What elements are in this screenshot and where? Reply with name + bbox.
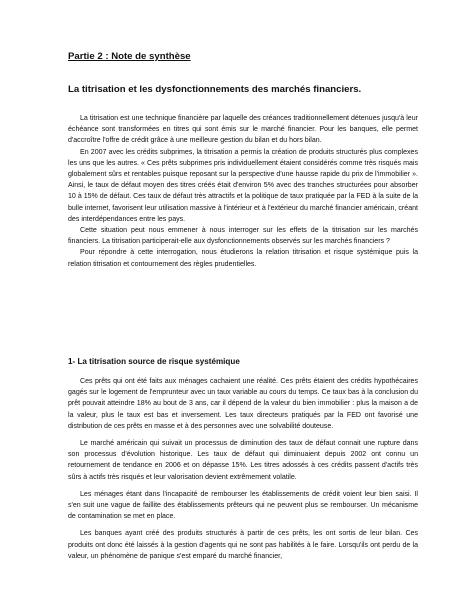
paragraph: La titrisation est une technique financière par laquelle des créances traditionnellement détenues jusqu'à leur échéance sont transformées en titres qui sont émis sur le marché financier. Pour les banques, elle permet d'accroître l'offre de crédit grâce à une meilleure gestion du bilan et du hors bilan. [68,115,418,145]
paragraph: Les ménages étant dans l'incapacité de rembourser les établissements de crédit voient leur bien saisi. Il s'en suit une vague de faillite des établissements prêteurs qui ne peuvent plus se rembourser. Un mécanisme de contamination se met en place. [68,490,418,521]
paragraph: Pour répondre à cette interrogation, nous étudierons la relation titrisation et risque systémique puis la relation titrisation et contournement des règles prudentielles. [68,249,418,268]
intro-section [68,113,418,270]
paragraph: Ces prêts qui ont été faits aux ménages cachaient une réalité. Ces prêts étaient des crédits hypothécaires gagés sur le logement de l'emprunteur avec un taux variable au cours du temps. Ce taux bas à la conclusion du prêt pouvait atteindre 18% au bout de 3 ans, car il dépend de la valeur du bien immobilier : plus la maison a de la valeur, plus le taux est bas et inversement. Les taux directeurs pratiqués par la FED ont favorisé une distribution de ces prêts en masse et à des personnes avec une solvabilité douteuse. [68,378,418,430]
paragraph: En 2007 avec les crédits subprimes, la titrisation a permis la création de produits structurés plus complexes les uns que les autres. « Ces prêts subprimes pris individuellement étaient considérés comme très risqués mais globalement sûrs et rentables puisque reposant sur la perspective d'une hausse rapide du prix de l'immobilier ». Ainsi, le taux de défaut moyen des titres créés était d'environ 5% avec des tranches structurées pour absorber 10 à 15% de défaut. Ces taux de défaut très attractifs et la politique de taux pratiquée par la FED à la suite de la bulle internet, favorisent leur utilisation massive à l'intérieur et à l'extérieur du marché financier américain, créant des interdépendances entre les pays. [68,148,418,223]
paragraph: Le marché américain qui suivait un processus de diminution des taux de défaut connait une rupture dans son processus d'évolution historique. Les taux de défaut qui diminuaient depuis 2002 ont connu un retournement de tendance en 2006 et on dépasse 15%. Les titres adossés à ces crédits passent d'actifs très sûrs à actifs très risqués et leur valorisation devient extrêmement volatile. [68,440,418,481]
section1-body [68,376,418,562]
section-heading: 1- La titrisation source de risque systémique [68,357,240,366]
paragraph: Cette situation peut nous emmener à nous interroger sur les effets de la titrisation sur les marchés financiers. La titrisation participerait-elle aux dysfonctionnements observés sur les marchés financiers ? [68,227,418,246]
paragraph: Les banques ayant créé des produits structurés à partir de ces prêts, les ont sortis de leur bilan. Ces produits ont donc été laissés à la gestion d'agents qui ne sont pas habilités à le faire. Lorsqu'ils ont perdu de la valeur, un phénomène de panique s'est emparé du marché financier, [68,530,418,560]
part-title: Partie 2 : Note de synthèse [68,51,191,62]
main-title: La titrisation et les dysfonctionnements des marchés financiers. [68,84,362,95]
